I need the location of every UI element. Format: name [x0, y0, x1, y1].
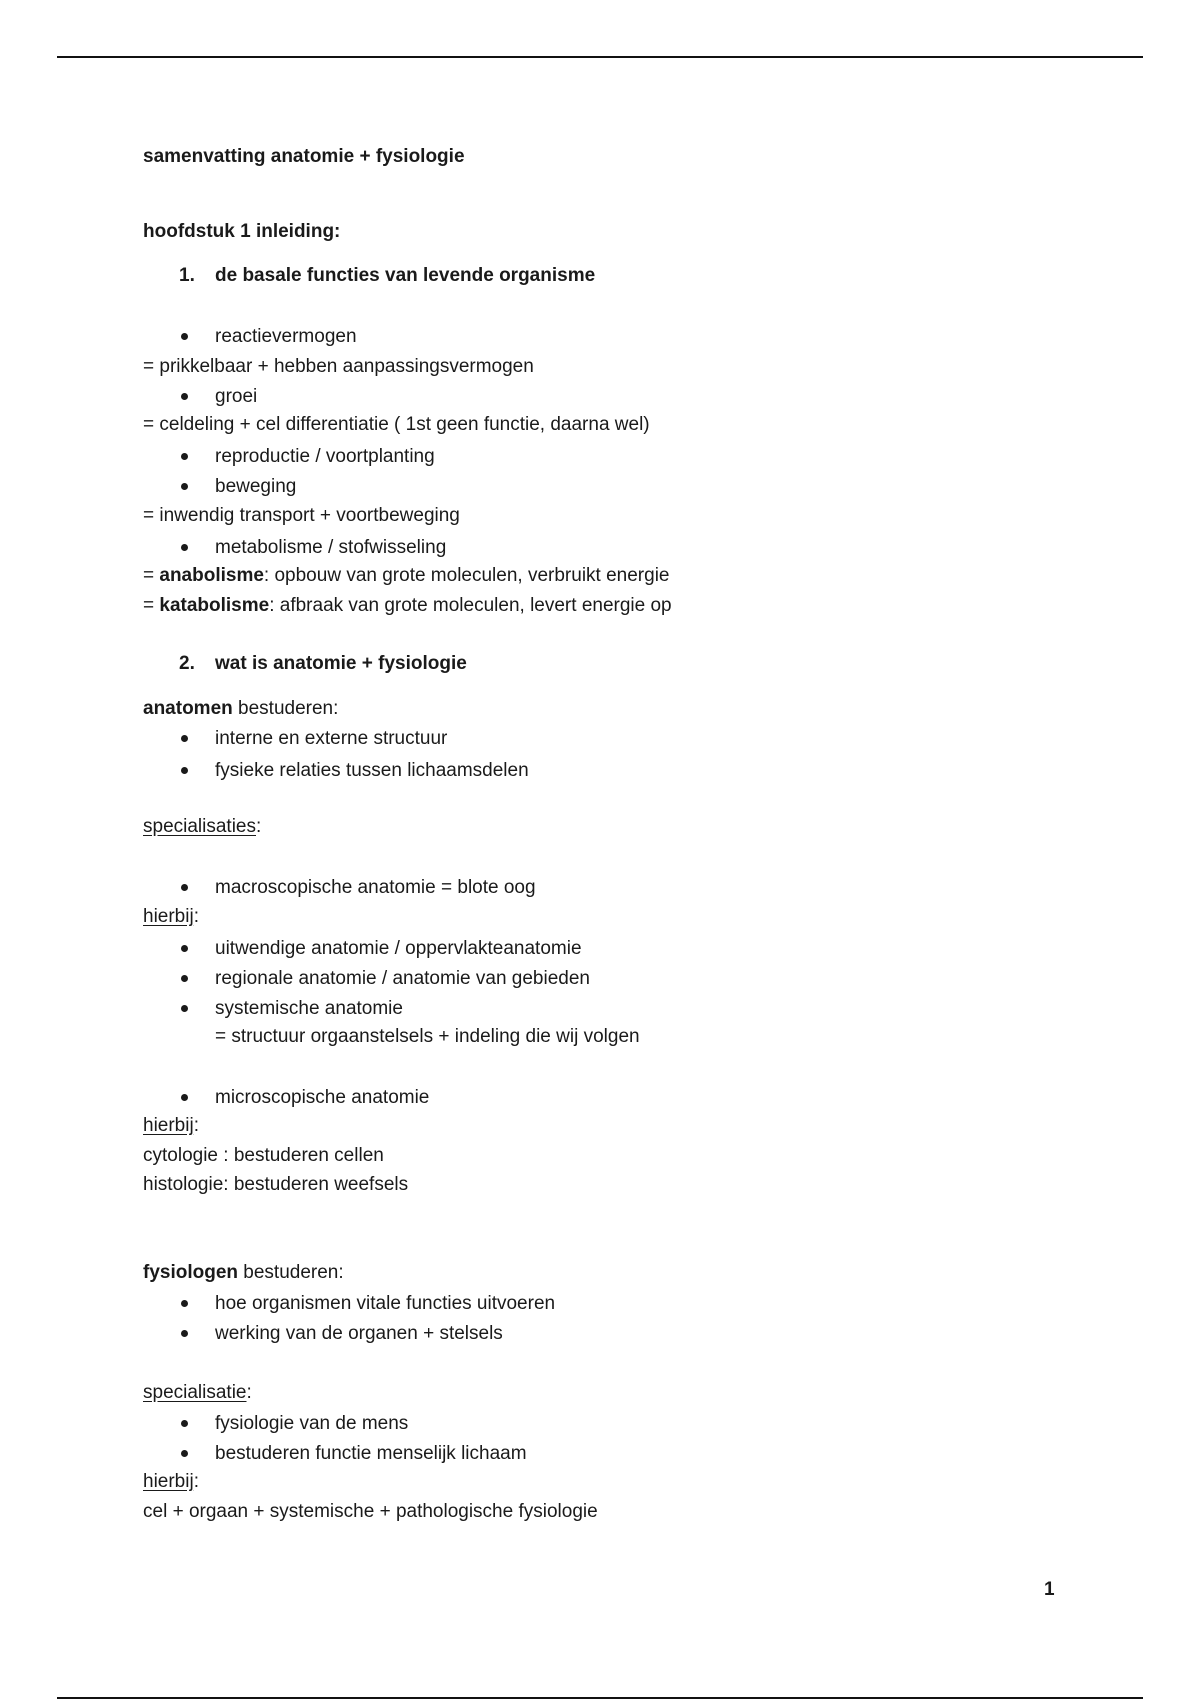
- list-item: fysiologie van de mens: [215, 1413, 409, 1434]
- list-item: reactievermogen: [215, 326, 357, 347]
- bullet-icon: [181, 483, 188, 490]
- list-note: = structuur orgaanstelsels + indeling die wij volgen: [215, 1026, 640, 1047]
- bottom-rule: [57, 1697, 1143, 1699]
- cytologie-line: cytologie : bestuderen cellen: [143, 1145, 384, 1166]
- list-item: reproductie / voortplanting: [215, 446, 435, 467]
- catabolism-line: = katabolisme: afbraak van grote moleculen, levert energie op: [143, 595, 672, 616]
- section-heading: wat is anatomie + fysiologie: [215, 653, 467, 674]
- anabolism-line: = anabolisme: opbouw van grote moleculen, verbruikt energie: [143, 565, 670, 586]
- bullet-icon: [181, 1420, 188, 1427]
- list-item: macroscopische anatomie = blote oog: [215, 877, 536, 898]
- section-number: 1.: [179, 265, 195, 286]
- list-item: werking van de organen + stelsels: [215, 1323, 503, 1344]
- list-item: interne en externe structuur: [215, 728, 448, 749]
- list-item: fysieke relaties tussen lichaamsdelen: [215, 760, 529, 781]
- fysiologen-line: fysiologen bestuderen:: [143, 1262, 344, 1283]
- bullet-icon: [181, 767, 188, 774]
- hierbij-label: hierbij:: [143, 1471, 199, 1492]
- specialisatie-label: specialisatie:: [143, 1382, 252, 1403]
- bullet-icon: [181, 393, 188, 400]
- hierbij-label: hierbij:: [143, 906, 199, 927]
- bullet-icon: [181, 975, 188, 982]
- list-item: systemische anatomie: [215, 998, 403, 1019]
- list-item: beweging: [215, 476, 297, 497]
- specialisaties-label: specialisaties:: [143, 816, 262, 837]
- list-note: = inwendig transport + voortbeweging: [143, 505, 460, 526]
- catabolism-term: katabolisme: [159, 595, 270, 616]
- bullet-icon: [181, 544, 188, 551]
- page-number: 1: [1044, 1579, 1055, 1600]
- histologie-line: histologie: bestuderen weefsels: [143, 1174, 409, 1195]
- list-item: microscopische anatomie: [215, 1087, 430, 1108]
- bullet-icon: [181, 1094, 188, 1101]
- bullet-icon: [181, 945, 188, 952]
- section-number: 2.: [179, 653, 195, 674]
- list-item: uitwendige anatomie / oppervlakteanatomie: [215, 938, 582, 959]
- list-item: groei: [215, 386, 258, 407]
- bullet-icon: [181, 1300, 188, 1307]
- list-item: metabolisme / stofwisseling: [215, 537, 447, 558]
- bullet-icon: [181, 333, 188, 340]
- section-heading: de basale functies van levende organisme: [215, 265, 596, 286]
- bullet-icon: [181, 1005, 188, 1012]
- hierbij-label: hierbij:: [143, 1115, 199, 1136]
- chapter-heading: hoofdstuk 1 inleiding:: [143, 221, 341, 242]
- anabolism-term: anabolisme: [159, 565, 264, 586]
- list-note: = prikkelbaar + hebben aanpassingsvermogen: [143, 356, 534, 377]
- bullet-icon: [181, 884, 188, 891]
- document-title: samenvatting anatomie + fysiologie: [143, 146, 465, 167]
- bullet-icon: [181, 1330, 188, 1337]
- top-rule: [57, 56, 1143, 58]
- list-item: bestuderen functie menselijk lichaam: [215, 1443, 527, 1464]
- bullet-icon: [181, 1450, 188, 1457]
- list-note: = celdeling + cel differentiatie ( 1st geen functie, daarna wel): [143, 414, 650, 435]
- final-line: cel + orgaan + systemische + pathologische fysiologie: [143, 1501, 598, 1522]
- anatomen-line: anatomen bestuderen:: [143, 698, 339, 719]
- list-item: hoe organismen vitale functies uitvoeren: [215, 1293, 556, 1314]
- bullet-icon: [181, 735, 188, 742]
- list-item: regionale anatomie / anatomie van gebieden: [215, 968, 590, 989]
- bullet-icon: [181, 453, 188, 460]
